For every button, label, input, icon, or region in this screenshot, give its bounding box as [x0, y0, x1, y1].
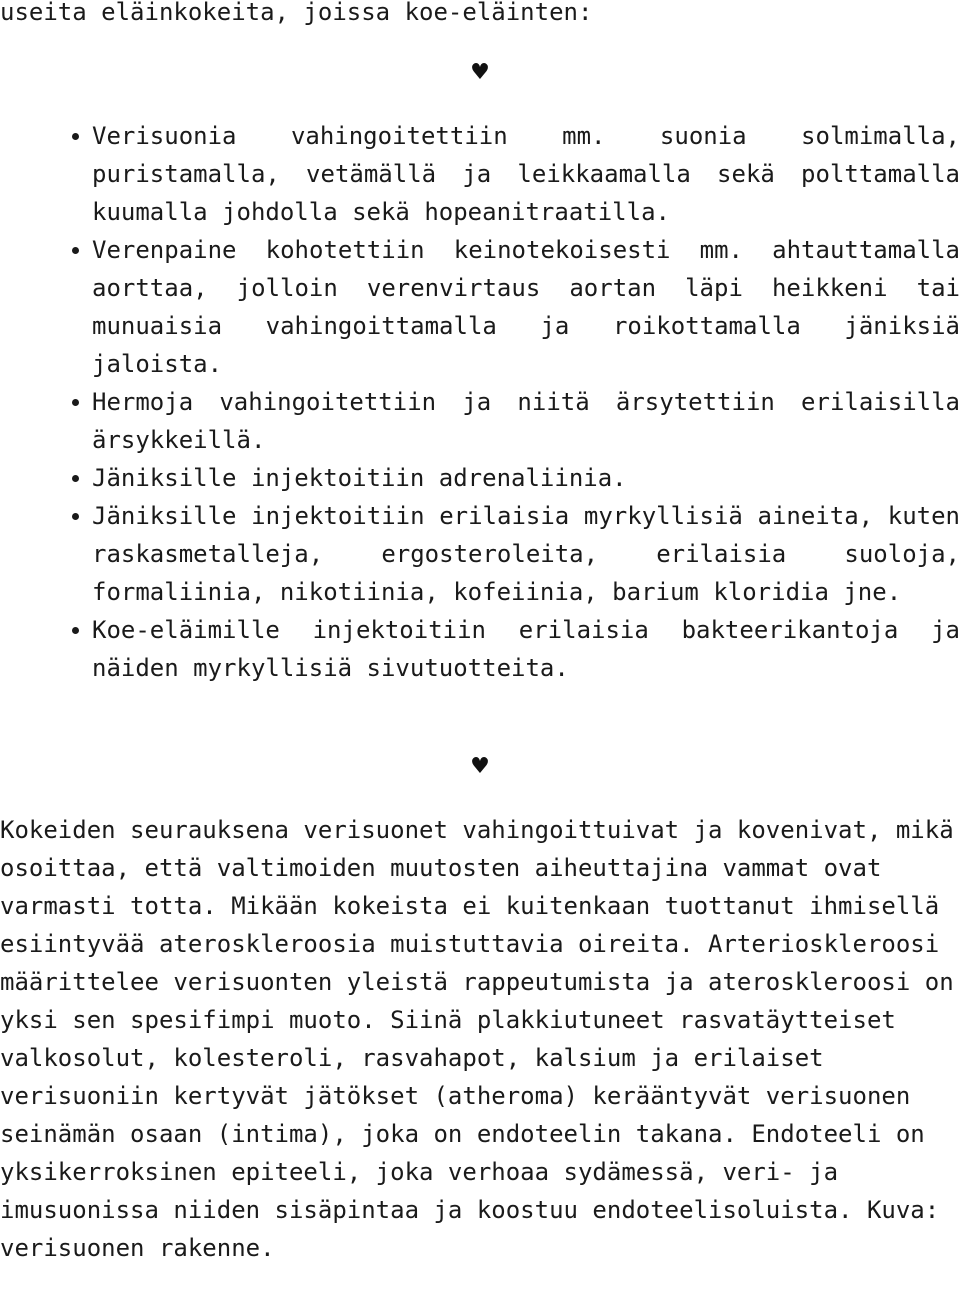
bullet-icon [72, 513, 79, 520]
bullet-icon [72, 399, 79, 406]
list-item-text: Verenpaine kohotettiin keinotekoisesti mm. ahtauttamalla aorttaa, jolloin verenvirtaus aortan läpi heikkeni tai munuaisia vahingoittamalla ja roikottamalla jäniksiä jaloista. [92, 236, 960, 378]
list-item-text: Koe-eläimille injektoitiin erilaisia bakteerikantoja ja näiden myrkyllisiä sivutuotteita. [92, 616, 960, 682]
experiment-list [0, 117, 960, 687]
list-item [0, 611, 960, 687]
list-item-text: Jäniksille injektoitiin adrenaliinia. [92, 464, 627, 492]
list-item [0, 231, 960, 383]
bullet-icon [72, 247, 79, 254]
bullet-icon [72, 133, 79, 140]
list-item [0, 497, 960, 611]
list-item [0, 117, 960, 231]
list-item-text: Hermoja vahingoitettiin ja niitä ärsytettiin erilaisilla ärsykkeillä. [92, 388, 960, 454]
list-item-text: Jäniksille injektoitiin erilaisia myrkyllisiä aineita, kuten raskasmetalleja, ergosteroleita, erilaisia suoloja, formaliinia, nikotiinia, kofeiinia, barium kloridia jne. [92, 502, 960, 606]
list-item-text: Verisuonia vahingoitettiin mm. suonia solmimalla, puristamalla, vetämällä ja leikkaamalla sekä polttamalla kuumalla johdolla sekä hopeanitraatilla. [92, 122, 960, 226]
body-paragraph: Kokeiden seurauksena verisuonet vahingoittuivat ja kovenivat, mikä osoittaa, että valtimoiden muutosten aiheuttajina vammat ovat varmasti totta. Mikään kokeista ei kuitenkaan tuottanut ihmisellä esiintyvää ateroskleroosia muistuttavia oireita. Arterioskleroosi määrittelee verisuonten yleistä rappeutumista ja ateroskleroosi on yksi sen spesifimpi muoto. Siinä plakkiutuneet rasvatäytteiset valkosolut, kolesteroli, rasvahapot, kalsium ja erilaiset verisuoniin kertyvät jätökset (atheroma) kerääntyvät verisuonen seinämän osaan (intima), joka on endoteelin takana. Endoteeli on yksikerroksinen epiteeli, joka verhoaa sydämessä, veri- ja imusuonissa niiden sisäpintaa ja koostuu endoteelisoluista. Kuva: verisuonen rakenne. [0, 816, 954, 1262]
list-item [0, 383, 960, 459]
intro-line: useita eläinkokeita, joissa koe-eläinten: [0, 0, 593, 26]
bullet-icon [72, 627, 79, 634]
list-item [0, 459, 960, 497]
heart-separator-icon: ♥ [470, 60, 490, 85]
bullet-icon [72, 475, 79, 482]
heart-separator-icon: ♥ [470, 754, 490, 779]
